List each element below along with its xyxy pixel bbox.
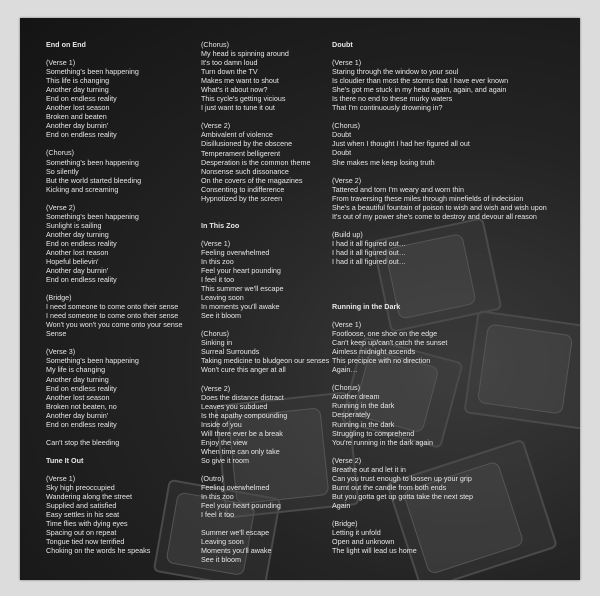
lyric-line: Sense xyxy=(46,329,67,339)
lyric-line: Ambivalent of violence xyxy=(201,130,273,140)
lyric-line: (Chorus) xyxy=(332,383,360,393)
lyric-line: Another day turning xyxy=(46,229,109,239)
lyric-line: Desperation is the common theme xyxy=(201,157,311,167)
lyric-line: (Verse 2) xyxy=(201,121,231,131)
lyric-line: Running in the dark xyxy=(332,401,395,411)
lyric-line: Can you trust enough to loosen up your grip xyxy=(332,473,472,483)
lyric-line: So give it room xyxy=(201,455,249,465)
lyric-line: Sunlight is sailing xyxy=(46,220,102,230)
lyric-stanza xyxy=(201,329,351,374)
lyric-line: Disillusioned by the obscene xyxy=(201,139,293,149)
lyric-stanza xyxy=(201,121,351,202)
lyric-stanza xyxy=(46,203,216,284)
lyric-line: Desperately xyxy=(332,410,371,420)
lyric-line: This cycle's getting vicious xyxy=(201,94,286,104)
lyric-line: Struggling to comprehend xyxy=(332,428,415,438)
lyric-line: Another day burnin' xyxy=(46,266,109,276)
lyric-line: Surreal Surrounds xyxy=(201,347,260,357)
lyric-line: (Chorus) xyxy=(201,329,229,339)
song xyxy=(332,302,572,555)
lyric-stanza xyxy=(46,148,216,193)
lyric-line: Does the distance distract xyxy=(201,392,284,402)
song xyxy=(201,221,351,565)
lyric-line: Another lost season xyxy=(46,103,110,113)
lyric-line: Feel your heart pounding xyxy=(201,265,281,275)
lyric-line: My life is changing xyxy=(46,365,106,375)
lyric-line: Something's been happening xyxy=(46,157,139,167)
lyric-line: Wandering along the street xyxy=(46,491,133,501)
lyric-line: Hopeful believin' xyxy=(46,256,99,266)
lyric-stanza xyxy=(201,474,351,519)
lyric-line: (Verse 2) xyxy=(332,455,362,465)
lyric-line: The light will lead us home xyxy=(332,546,417,556)
lyric-stanza xyxy=(332,456,572,510)
lyric-line: Sky high preoccupied xyxy=(46,482,115,492)
lyric-line: Supplied and satisfied xyxy=(46,501,117,511)
lyric-stanza xyxy=(201,528,351,564)
lyric-line: Sinking in xyxy=(201,338,233,348)
lyric-line: Broken not beaten, no xyxy=(46,401,117,411)
lyric-line: She's a beautiful fountain of poison to wish and wish and wish upon xyxy=(332,202,547,212)
lyric-line: Footloose, one shoe on the edge xyxy=(332,329,438,339)
lyric-line: Letting it unfold xyxy=(332,527,381,537)
lyric-stanza xyxy=(332,230,572,266)
lyric-line: I need someone to come onto their sense xyxy=(46,302,179,312)
lyric-line: Another day burnin' xyxy=(46,410,109,420)
lyric-line: (Chorus) xyxy=(46,148,74,158)
lyric-line: It's too damn loud xyxy=(201,58,258,68)
lyric-line: Is cloudier than most the storms that I have ever known xyxy=(332,76,509,86)
lyric-line: (Bridge) xyxy=(46,293,72,303)
lyric-line: Just when I thought I had her figured all out xyxy=(332,139,470,149)
lyric-stanza xyxy=(201,384,351,465)
lyric-line: I had it all figured out… xyxy=(332,238,406,248)
lyric-line: Can't stop the bleeding xyxy=(46,437,120,447)
lyric-line: Leaves you subdued xyxy=(201,401,268,411)
song-title: Running in the Dark xyxy=(332,301,401,311)
lyric-line: (Verse 2) xyxy=(201,383,231,393)
lyric-line: Another day turning xyxy=(46,85,109,95)
lyric-line: This summer we'll escape xyxy=(201,284,284,294)
lyric-line: End on endless reality xyxy=(46,238,117,248)
lyric-line: Makes me want to shout xyxy=(201,76,279,86)
lyric-line: End on endless reality xyxy=(46,419,117,429)
lyric-line: (Verse 1) xyxy=(46,58,76,68)
lyric-line: Leaving soon xyxy=(201,537,244,547)
song xyxy=(332,40,572,266)
lyric-stanza xyxy=(46,347,216,428)
lyric-line: But you gotta get up gotta take the next step xyxy=(332,491,474,501)
lyric-line: Will there ever be a break xyxy=(201,428,283,438)
lyric-line: So silently xyxy=(46,166,79,176)
lyric-line: My head is spinning around xyxy=(201,49,289,59)
lyric-line: End on endless reality xyxy=(46,383,117,393)
lyric-line: Feeling overwhelmed xyxy=(201,247,270,257)
lyric-line: Nonsense such dissonance xyxy=(201,166,289,176)
lyric-line: (Verse 2) xyxy=(332,175,362,185)
lyric-line: Again xyxy=(332,500,351,510)
lyric-line: I had it all figured out… xyxy=(332,247,406,257)
lyric-stanza xyxy=(46,58,216,139)
lyric-line: End on endless reality xyxy=(46,130,117,140)
lyric-line: (Chorus) xyxy=(201,40,229,49)
lyric-line: See it bloom xyxy=(201,311,241,321)
song-title: In This Zoo xyxy=(201,220,240,230)
lyric-line: Broken and beaten xyxy=(46,112,107,122)
lyric-line: Again… xyxy=(332,365,358,375)
lyric-line: (Verse 1) xyxy=(332,320,362,330)
lyric-line: Another lost reason xyxy=(46,247,109,257)
lyric-line: (Verse 3) xyxy=(46,347,76,357)
song xyxy=(46,456,216,555)
lyric-line: (Build up) xyxy=(332,229,363,239)
lyric-line: (Verse 2) xyxy=(46,202,76,212)
lyrics-column-2 xyxy=(201,40,351,564)
lyric-stanza xyxy=(332,383,572,446)
lyric-line: She's got me stuck in my head again, again, and again xyxy=(332,85,507,95)
lyric-line: End on endless reality xyxy=(46,94,117,104)
lyric-line: Running in the dark xyxy=(332,419,395,429)
lyric-line: Another dream xyxy=(332,392,380,402)
lyric-line: I feel it too xyxy=(201,275,235,285)
lyric-line: Tongue tied now terrified xyxy=(46,537,125,547)
lyric-line: See it bloom xyxy=(201,555,241,565)
song-title: Tune It Out xyxy=(46,455,84,465)
lyric-line: This life is changing xyxy=(46,76,110,86)
lyric-stanza xyxy=(332,519,572,555)
lyrics-column-1 xyxy=(46,40,216,555)
lyric-line: From traversing these miles through minefields of indecision xyxy=(332,193,524,203)
lyric-line: Time flies with dying eyes xyxy=(46,519,128,529)
lyric-line: Something's been happening xyxy=(46,211,139,221)
lyric-line: (Chorus) xyxy=(332,121,360,131)
lyric-line: (Outro) xyxy=(201,473,224,483)
lyric-line: Doubt xyxy=(332,130,352,140)
lyric-line: End on endless reality xyxy=(46,275,117,285)
lyric-line: Another lost season xyxy=(46,392,110,402)
lyric-line: Taking medicine to bludgeon our senses xyxy=(201,356,330,366)
lyric-line: This precipice with no direction xyxy=(332,356,431,366)
lyric-line: Won't you won't you come onto your sense xyxy=(46,320,183,330)
lyric-stanza xyxy=(332,176,572,221)
lyric-line: Enjoy the view xyxy=(201,437,248,447)
lyric-stanza xyxy=(46,293,216,338)
lyrics-column-3 xyxy=(332,40,572,555)
lyric-line: Something's been happening xyxy=(46,356,139,366)
lyric-line: Aimless midnight ascends xyxy=(332,347,416,357)
lyric-line: I feel it too xyxy=(201,510,235,520)
lyric-line: But the world started bleeding xyxy=(46,175,142,185)
lyric-line: In this zoo xyxy=(201,256,234,266)
lyric-line: Consenting to indifference xyxy=(201,184,285,194)
lyric-line: Burnt out the candle from both ends xyxy=(332,482,447,492)
lyric-line: It's out of my power she's come to destroy and devour all reason xyxy=(332,211,537,221)
song-title: End on End xyxy=(46,40,86,49)
lyric-line: You're running in the dark again xyxy=(332,437,434,447)
lyric-line: Hypnotized by the screen xyxy=(201,193,283,203)
lyric-line: Is the apathy compounding xyxy=(201,410,288,420)
lyric-line: Feeling overwhelmed xyxy=(201,482,270,492)
song-title: Doubt xyxy=(332,40,353,49)
lyric-line: What's it about now? xyxy=(201,85,268,95)
lyric-line: Another day turning xyxy=(46,374,109,384)
lyric-line: In moments you'll awake xyxy=(201,302,280,312)
lyric-line: Leaving soon xyxy=(201,293,244,303)
lyric-line: I just want to tune it out xyxy=(201,103,275,113)
lyric-line: (Bridge) xyxy=(332,518,358,528)
lyric-line: Something's been happening xyxy=(46,67,139,77)
lyric-line: When time can only take xyxy=(201,446,280,456)
lyric-line: (Verse 1) xyxy=(332,58,362,68)
lyric-line: Is there no end to these murky waters xyxy=(332,94,453,104)
lyric-stanza xyxy=(46,474,216,555)
lyric-line: Breathe out and let it in xyxy=(332,464,406,474)
lyric-line: Another day burnin' xyxy=(46,121,109,131)
lyric-line: Spacing out on repeat xyxy=(46,528,117,538)
lyric-line: Staring through the window to your soul xyxy=(332,67,459,77)
lyrics-sheet xyxy=(20,18,580,580)
lyric-line: Temperament belligerent xyxy=(201,148,281,158)
lyric-line: Turn down the TV xyxy=(201,67,258,77)
lyric-line: Easy settles in his seat xyxy=(46,510,120,520)
lyric-line: In this zoo xyxy=(201,492,234,502)
lyric-line: (Verse 1) xyxy=(201,238,231,248)
lyric-line: Feel your heart pounding xyxy=(201,501,281,511)
lyric-stanza xyxy=(332,121,572,166)
lyric-stanza xyxy=(332,320,572,374)
lyric-line: That I'm continuously drowning in? xyxy=(332,103,443,113)
lyric-line: Summer we'll escape xyxy=(201,528,270,538)
lyric-line: Moments you'll awake xyxy=(201,546,272,556)
lyric-line: Inside of you xyxy=(201,419,242,429)
lyric-stanza xyxy=(332,58,572,112)
lyric-line: Tattered and torn I'm weary and worn thin xyxy=(332,184,465,194)
lyric-stanza xyxy=(201,239,351,320)
lyric-line: Doubt xyxy=(332,148,352,158)
lyric-line: I need someone to come onto their sense xyxy=(46,311,179,321)
lyric-line: Can't keep up/can't catch the sunset xyxy=(332,338,448,348)
lyric-line: On the covers of the magazines xyxy=(201,175,303,185)
lyric-stanza xyxy=(201,40,351,112)
song xyxy=(46,40,216,447)
lyric-line: She makes me keep losing truth xyxy=(332,157,435,167)
lyric-line: Choking on the words he speaks xyxy=(46,546,151,556)
lyric-line: I had it all figured out… xyxy=(332,256,406,266)
lyric-stanza xyxy=(46,438,216,447)
lyric-line: (Verse 1) xyxy=(46,473,76,483)
lyric-line: Kicking and screaming xyxy=(46,184,119,194)
lyric-line: Won't cure this anger at all xyxy=(201,365,286,375)
song xyxy=(201,40,351,203)
lyric-line: Open and unknown xyxy=(332,537,395,547)
